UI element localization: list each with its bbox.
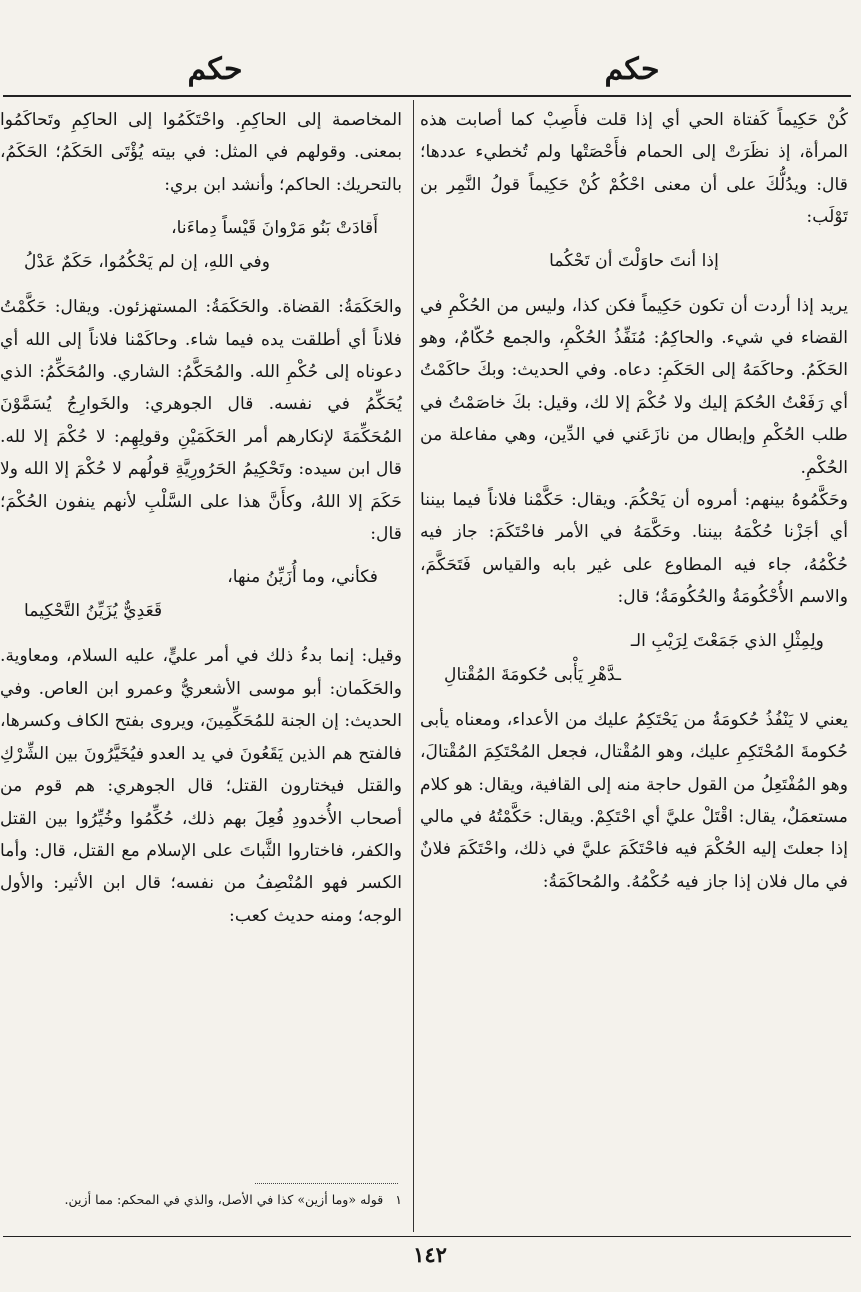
- paragraph: يعني لا يَنْفُذُ حُكومَةُ من يَحْتَكِمُ عليك من الأعداء، ومعناه يأبى حُكومةَ المُحْتَكِمِ عليك، وهو المُقْتال، فجعل المُحْتَكِمَ المُقْتالَ، وهو المُفْتَعِلُ من القول حاجة منه إلى القافية، ويقال: هو كلام مستعمَلٌ، يقال: اقْتَلْ عليَّ أي احْتَكِمْ. ويقال: حَكَّمْتُهُ في مالي إذا جعلتَ إليه الحُكْمَ فيه فاحْتَكَمَ عليَّ في ذلك، واحْتَكَمَ فلانٌ في مال فلان إذا جاز فيه حُكْمُهُ. والمُحاكَمَةُ:: [420, 709, 848, 892]
- running-header-right: حكم: [604, 52, 660, 87]
- paragraph: يريد إذا أردت أن تكون حَكِيماً فكن كذا، وليس من الحُكْمِ في القضاء في شيء. والحاكِمُ: مُنَفِّذُ الحُكْمِ، والجمع حُكّامٌ، وهو الحَكَمُ. وحاكَمَهُ إلى الحَكَمِ: دعاه. وفي الحديث: وبكَ حاكَمْتُ أي رَفَعْتُ الحُكمَ إليك ولا حُكْمَ إلا لك، وقيل: بكَ خاصَمْتُ في طلب الحُكْمِ وإبطال من نازَعَني في الدِّين، وهي مفاعلة من الحُكْمِ.: [420, 295, 848, 478]
- verse: [0, 211, 402, 279]
- verse-hemistich: قَعَدِيٌّ يُزَيِّنُ التَّحْكِيما: [24, 601, 163, 622]
- verse-hemistich: أَقادَتْ بَنُو مَرْوانَ قَيْساً دِماءَنا،: [171, 218, 378, 239]
- page-number: ١٤٢: [413, 1242, 447, 1267]
- verse-hemistich: ـدَّهْرِ يَأْبى حُكومَةَ المُقْتالِ: [444, 664, 622, 685]
- footnote-number: ١: [395, 1192, 402, 1207]
- right-column: [420, 104, 848, 898]
- verse-line: إذا أنتَ حاوَلْتَ أن تَحْكُما: [549, 250, 719, 271]
- header-rule: [3, 95, 851, 97]
- left-column: [0, 104, 402, 932]
- footer-rule: [3, 1236, 851, 1237]
- footnote-rule: [255, 1183, 398, 1184]
- paragraph: وحَكَّمُوهُ بينهم: أمروه أن يَحْكُمَ. ويقال: حَكَّمْنا فلاناً فيما بيننا أي أجَزْنا حُكْمَهُ بيننا. وحَكَّمَهُ في الأمر فاحْتَكَمَ: جاز فيه حُكْمُهُ، جاء فيه المطاوع على غير بابه والقياس فَتَحَكَّمَ، والاسم الأُحْكُومَةُ والحُكُومَةُ؛ قال:: [420, 490, 848, 608]
- running-header-left: حكم: [187, 52, 243, 87]
- paragraph: والحَكَمَةُ: القضاة. والحَكَمَةُ: المستهزئون. ويقال: حَكَّمْتُ فلاناً أي أطلقت يده فيما شاء. وحاكَمْنا فلاناً إلى الله أي دعوناه إلى حُكْمِ الله. والمُحَكَّمُ: الشاري. والمُحَكِّمُ: الذي يُحَكِّمُ في نفسه. قال الجوهري: والخَوارِجُ يُسَمَّوْنَ المُحَكِّمَةَ لإنكارهم أمر الحَكَمَيْنِ وقولِهِم: لا حُكْمَ إلا لله. قال ابن سيده: وتَحْكِيمُ الحَرُورِيَّةِ قولُهم لا حُكْمَ إلا الله ولا حَكَمَ إلا اللهُ، وكأَنَّ هذا على السَّلْبِ لأنهم ينفون الحُكْمَ؛ قال:: [0, 297, 402, 545]
- verse: [0, 560, 402, 628]
- verse-hemistich: ولِمِثْلِ الذي جَمَعْتَ لِرَيْبِ الـ: [630, 630, 824, 651]
- footnote: [6, 1190, 402, 1210]
- paragraph: كُنْ حَكِيماً كَفتاة الحي أي إذا قلت فأَصِبْ كما أصابت هذه المرأة، إذ نظَرَتْ إلى الحمام فأَحْصَتْها ولم تُخطيء عددها؛ قال: ويدُلُّكَ على أن معنى احْكُمْ كُنْ حَكِيماً قولُ النَّمِر بن تَوْلَب:: [420, 110, 848, 228]
- verse: [420, 624, 848, 692]
- paragraph: وقيل: إنما بدءُ ذلك في أمر عليٍّ، عليه السلام، ومعاوية. والحَكَمان: أبو موسى الأشعريُّ وعمرو ابن العاص. وفي الحديث: إن الجنة للمُحَكِّمِينَ، ويروى بفتح الكاف وكسرها، فالفتح هم الذين يَقَعُونَ في يد العدو فيُخَيَّرُونَ بين الشِّرْكِ والقتل فيختارون القتل؛ قال الجوهري: هم قوم من أصحاب الأُخدودِ فُعِلَ بهم ذلك، حُكِّمُوا وخُيِّرُوا بين القتل والكفر، فاختاروا الثَّباتَ على الإسلام مع القتل، قال: وأما الكسر فهو المُنْصِفُ من نفسه؛ قال ابن الأثير: والأول الوجه؛ ومنه حديث كعب:: [0, 646, 402, 926]
- verse-hemistich: وفي اللهِ، إن لم يَحْكُمُوا، حَكَمٌ عَدْلُ: [24, 252, 270, 273]
- footnote-text: قوله «وما أزين» كذا في الأصل، والذي في المحكم: مما أزين.: [64, 1192, 384, 1207]
- paragraph: المخاصمة إلى الحاكِمِ. واحْتَكَمُوا إلى الحاكِمِ وتَحاكَمُوا بمعنى. وقولهم في المثل: في بيته يُؤْتَى الحَكَمُ؛ الحَكَمُ، بالتحريك: الحاكم؛ وأنشد ابن بري:: [0, 110, 402, 195]
- verse-hemistich: فكأني، وما أُزَيِّنُ منها،: [227, 567, 378, 588]
- column-divider: [413, 100, 414, 1232]
- verse: [420, 244, 848, 278]
